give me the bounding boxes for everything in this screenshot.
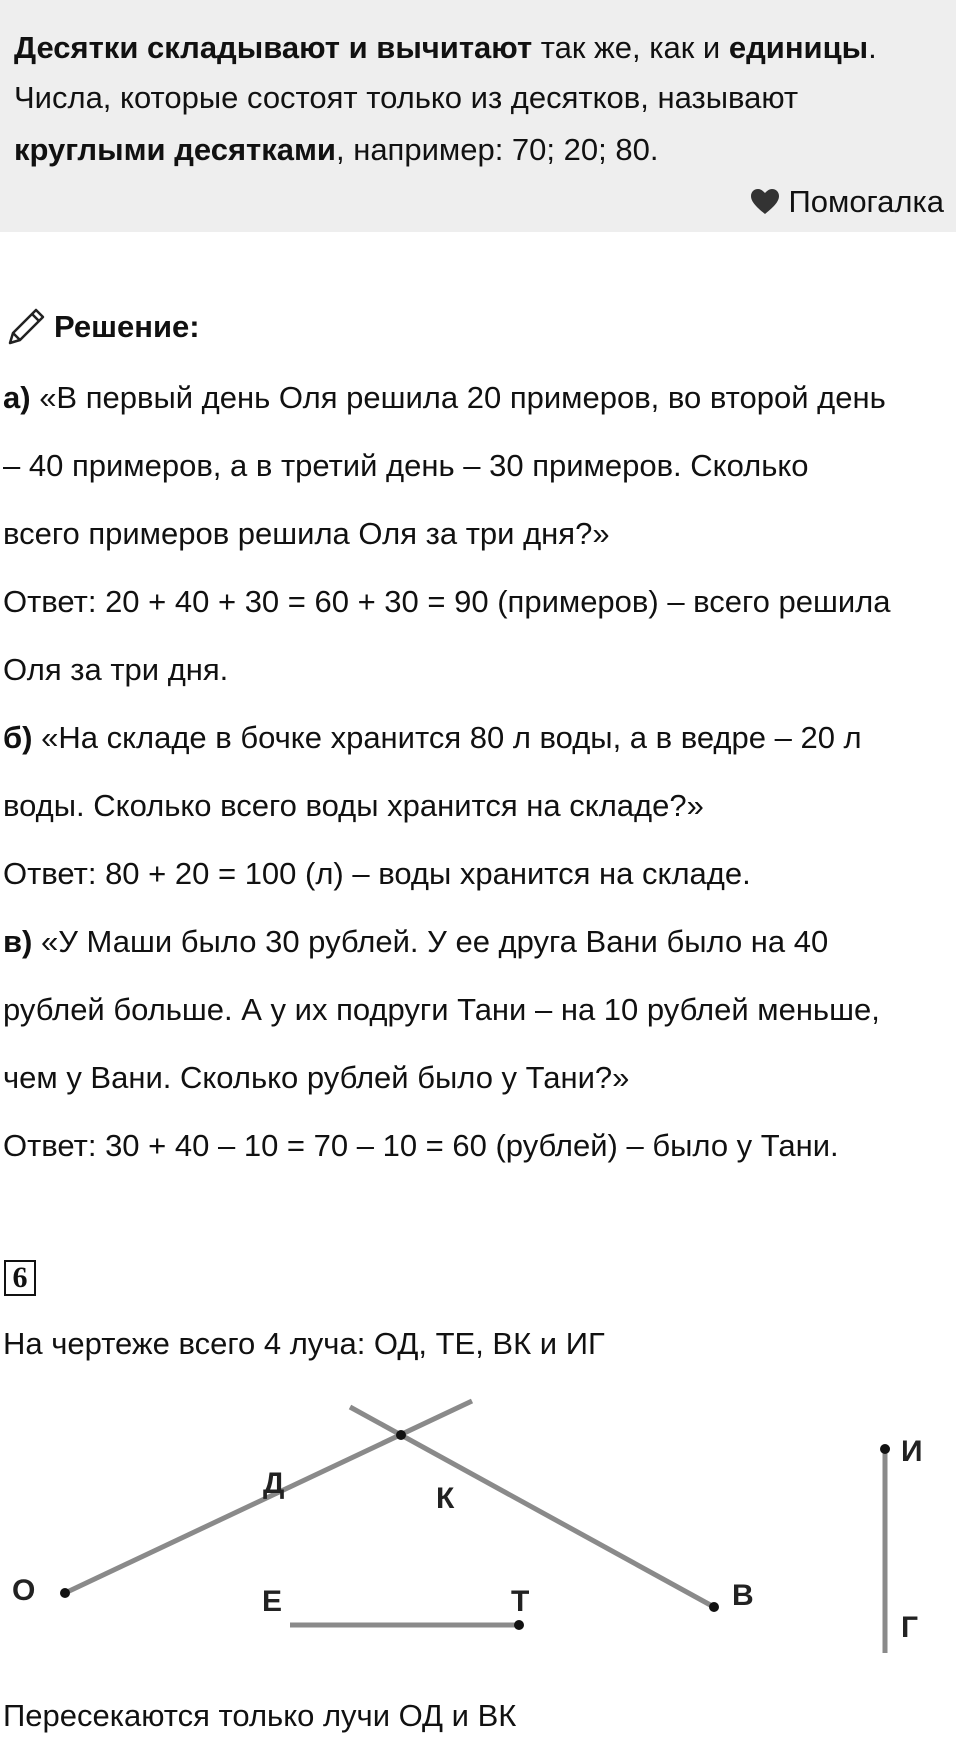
problem-a-line-2: – 40 примеров, а в третий день – 30 примеров. Сколько (3, 448, 809, 483)
label-o: О (12, 1574, 36, 1607)
heart-icon (750, 188, 780, 216)
problem-c-line-1 (3, 920, 828, 964)
item-label: а) (3, 380, 31, 415)
item-label: б) (3, 720, 33, 755)
problem-c-line-2: рублей больше. А у их подруги Тани – на 10 рублей меньше, (3, 992, 880, 1027)
point-k (396, 1430, 406, 1440)
line-text: «В первый день Оля решила 20 примеров, во второй день (30, 380, 886, 415)
rule-bold-term: круглыми десятками (14, 132, 336, 167)
rule-bold-term: единицы (728, 30, 869, 65)
rule-bold-term: Десятки складывают и вычитают (14, 30, 533, 65)
answer-a-line-2: Оля за три дня. (3, 652, 229, 687)
answer-b: Ответ: 80 + 20 = 100 (л) – воды хранится на складе. (3, 856, 751, 891)
rule-text: . (868, 30, 877, 65)
point-t (514, 1620, 524, 1630)
point-o (60, 1588, 70, 1598)
label-g: Г (901, 1611, 919, 1644)
line-text: «У Маши было 30 рублей. У ее друга Вани было на 40 (32, 924, 829, 959)
rule-text: , например: 70; 20; 80. (335, 132, 659, 167)
label-t: Т (511, 1585, 530, 1618)
problem-b-line-2: воды. Сколько всего воды хранится на складе?» (3, 788, 704, 823)
point-i (880, 1444, 890, 1454)
label-e: Е (262, 1585, 283, 1618)
label-k: К (436, 1482, 455, 1515)
line-text: «На складе в бочке хранится 80 л воды, а в ведре – 20 л (32, 720, 862, 755)
label-i: И (901, 1435, 923, 1468)
problem-a-line-3: всего примеров решила Оля за три дня?» (3, 516, 610, 551)
task6-conclusion: Пересекаются только лучи ОД и ВК (3, 1698, 517, 1733)
label-b: В (732, 1579, 754, 1612)
source-label: Помогалка (788, 184, 944, 219)
rule-line-1 (14, 28, 877, 68)
problem-c-line-3: чем у Вани. Сколько рублей было у Тани?» (3, 1060, 630, 1095)
pencil-icon (4, 305, 48, 349)
item-label: в) (3, 924, 33, 959)
solution-title: Решение: (54, 309, 200, 344)
answer-a-line-1: Ответ: 20 + 40 + 30 = 60 + 30 = 90 (примеров) – всего решила (3, 584, 891, 619)
rule-text: так же, как и (532, 30, 729, 65)
label-d: Д (263, 1467, 285, 1500)
solution-header (4, 305, 200, 349)
task6-intro: На чертеже всего 4 луча: ОД, ТЕ, ВК и ИГ (3, 1326, 605, 1361)
rule-box (0, 0, 956, 232)
task-number: 6 (4, 1260, 36, 1296)
rule-line-2: Числа, которые состоят только из десятков, называют (14, 80, 799, 115)
source-link[interactable] (750, 182, 944, 222)
problem-a-line-1 (3, 376, 886, 420)
answer-c: Ответ: 30 + 40 – 10 = 70 – 10 = 60 (рублей) – было у Тани. (3, 1128, 839, 1163)
rays-diagram (0, 1395, 960, 1675)
point-b (709, 1602, 719, 1612)
problem-b-line-1 (3, 716, 862, 760)
rule-line-3 (14, 130, 658, 170)
